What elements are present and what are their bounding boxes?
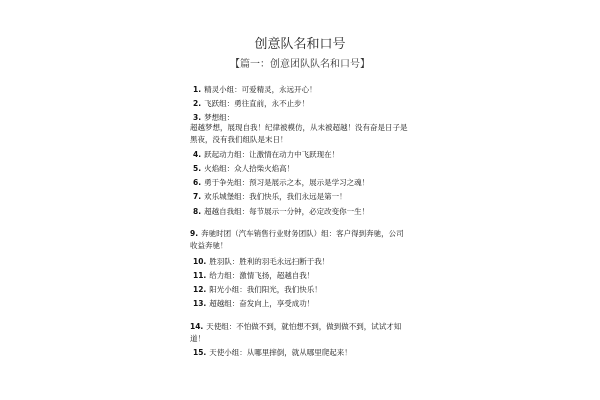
item-number: 13. [193, 299, 207, 308]
item-text: 跃起动力组：让激情在动力中飞跃现在！ [204, 150, 340, 159]
item-text: 阳光小组：我们阳光，我们快乐！ [209, 285, 322, 294]
page-subtitle: 【篇一：创意团队队名和口号】 [230, 59, 370, 70]
item-number: 3. [193, 113, 202, 122]
item-number: 14. [190, 322, 204, 331]
list-item [193, 256, 413, 268]
list-item [193, 84, 413, 96]
list-item [193, 298, 413, 310]
item-text: 精灵小组：可爱精灵，永远开心！ [204, 85, 317, 94]
item-text: 给力组：激情飞扬，超越自我！ [209, 271, 315, 280]
list-item [190, 321, 410, 345]
item-number: 1. [193, 85, 202, 94]
item-text: 欢乐城堡组：我们快乐，我们永远是第一！ [204, 192, 347, 201]
item-text: 梦想组： [204, 113, 235, 122]
item-text: 勇于争先组：预习是展示之本，展示是学习之魂！ [204, 178, 370, 187]
item-number: 15. [193, 348, 207, 357]
item-number: 2. [193, 99, 202, 108]
list-item [193, 270, 413, 282]
item-text: 天使小组：从哪里摔倒，就从哪里爬起来！ [209, 348, 352, 357]
item-number: 6. [193, 178, 202, 187]
item-number: 10. [193, 257, 207, 266]
item-number: 9. [190, 229, 199, 238]
item-text: 胜羽队：胜利的羽毛永远扫断于我！ [209, 257, 330, 266]
list-item [193, 284, 413, 296]
list-item [193, 206, 413, 218]
list-item [193, 149, 413, 161]
item-text: 火焰组：众人拾柴火焰高！ [204, 164, 295, 173]
item-text: 奔驰时团（汽车销售行业财务团队）组：客户得到奔驰，公司收益奔驰！ [190, 229, 404, 250]
item-number: 7. [193, 192, 202, 201]
item-text: 超越梦想，展现自我！纪律被模仿，从未被超越！没有奋是日子是黑夜，没有我们组队是末日！ [190, 123, 408, 144]
list-item [190, 228, 410, 252]
item-number: 11. [193, 271, 207, 280]
list-item [193, 177, 413, 189]
item-text: 超越组：奋发向上，享受成功！ [209, 299, 315, 308]
page-title: 创意队名和口号 [254, 37, 346, 52]
list-item [193, 98, 413, 110]
item-text: 超越自我组：每节展示一分钟，必定改变你一生！ [204, 207, 370, 216]
list-item [193, 191, 413, 203]
item-text: 飞跃组：勇往直前，永不止步！ [204, 99, 310, 108]
item-text: 天使组：不怕做不到，就怕想不到，做到做不到，试试才知道！ [190, 322, 402, 343]
item-number: 4. [193, 150, 202, 159]
list-item [193, 163, 413, 175]
item-number: 5. [193, 164, 202, 173]
list-item [193, 347, 413, 359]
item-number: 12. [193, 285, 207, 294]
item-number: 8. [193, 207, 202, 216]
list-item-continuation [190, 122, 410, 146]
